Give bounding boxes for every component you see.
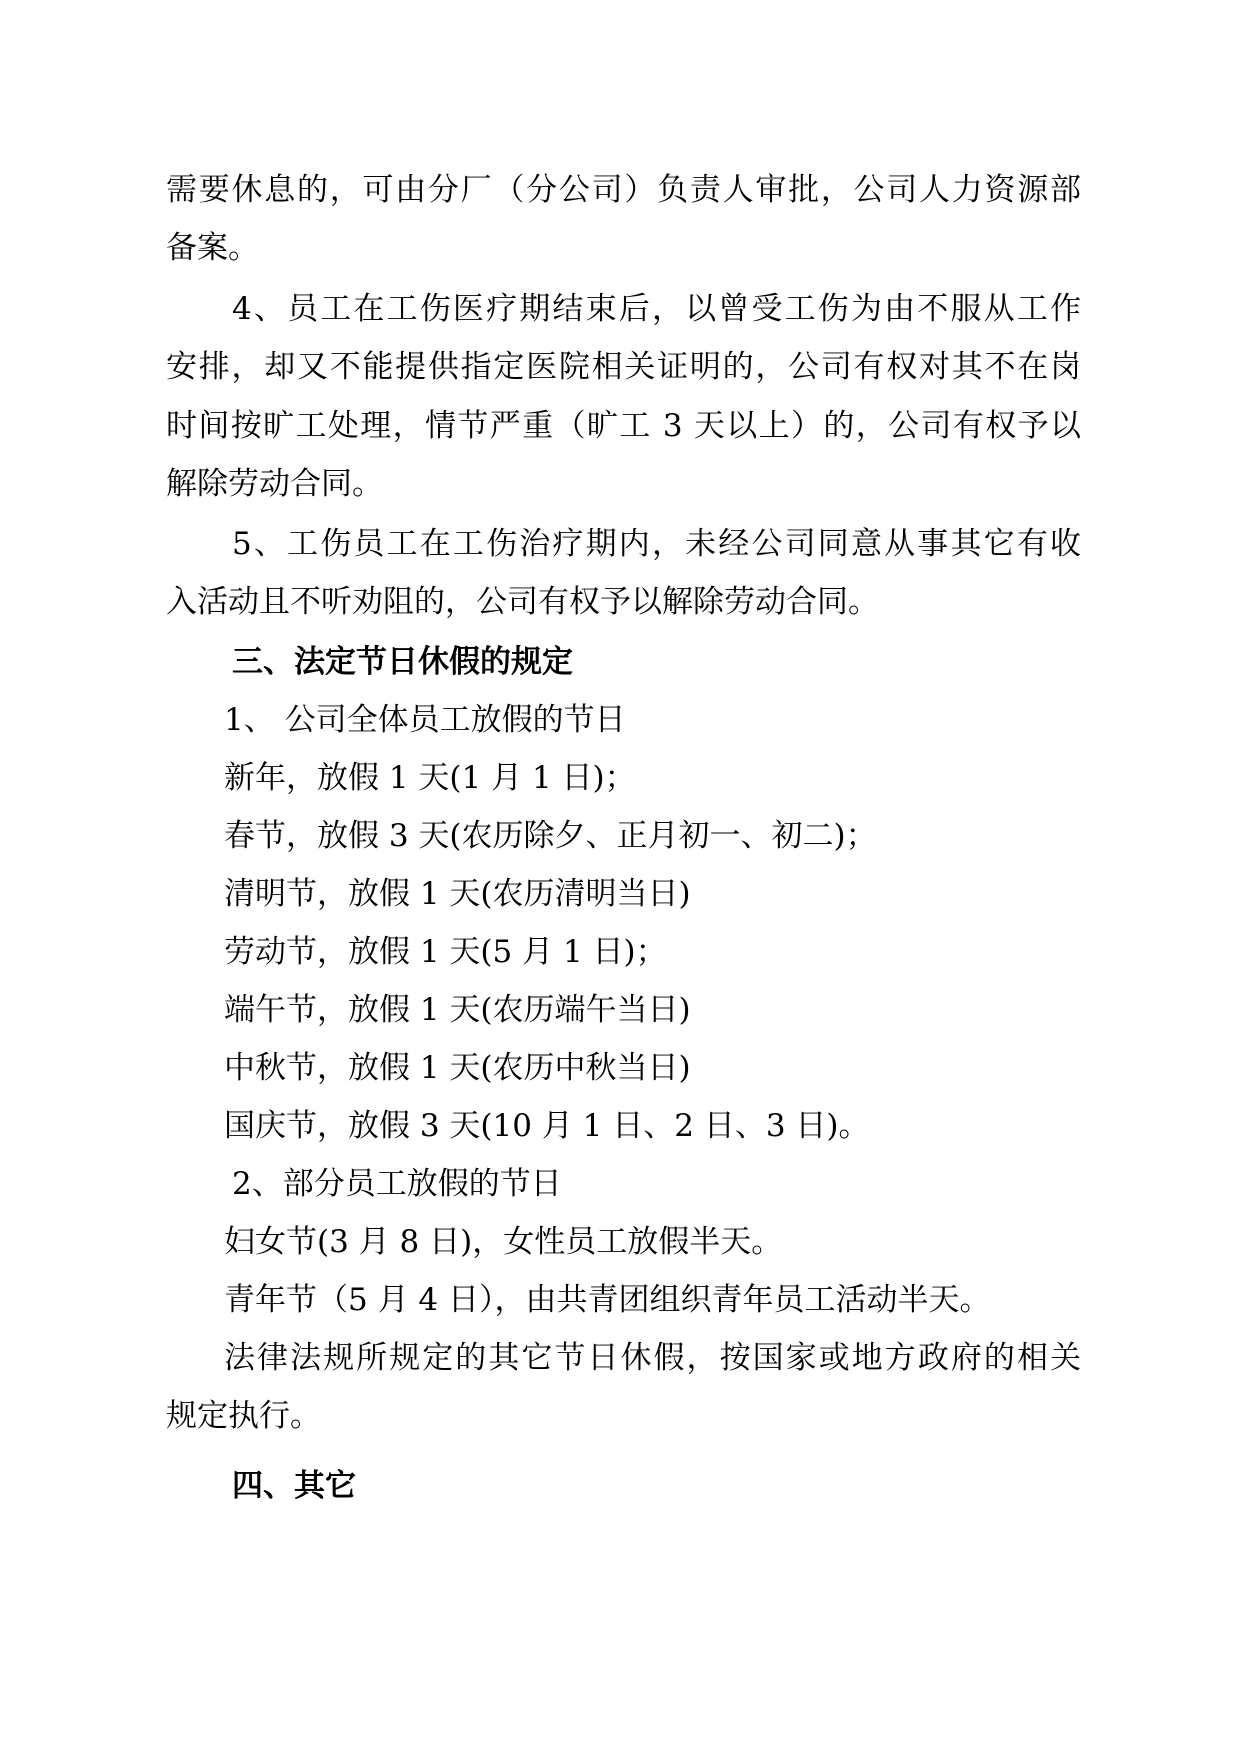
list-item: 劳动节，放假 1 天(5 月 1 日)； xyxy=(224,934,667,970)
list-item: 新年，放假 1 天(1 月 1 日)； xyxy=(224,760,636,796)
list-item: 2、部分员工放假的节日 xyxy=(232,1166,562,1202)
paragraph-line: 法律法规所规定的其它节日休假，按国家或地方政府的相关 xyxy=(224,1340,1081,1376)
paragraph-line: 规定执行。 xyxy=(166,1398,321,1434)
section-heading: 三、法定节日休假的规定 xyxy=(232,644,573,680)
paragraph-line: 需要休息的，可由分厂（分公司）负责人审批，公司人力资源部 xyxy=(166,172,1081,208)
list-item: 端午节，放假 1 天(农历端午当日) xyxy=(224,992,691,1028)
paragraph-line: 解除劳动合同。 xyxy=(166,466,383,502)
list-item: 青年节（5 月 4 日），由共青团组织青年员工活动半天。 xyxy=(224,1282,991,1318)
list-item: 国庆节，放假 3 天(10 月 1 日、2 日、3 日)。 xyxy=(224,1108,870,1144)
paragraph-line: 时间按旷工处理，情节严重（旷工 3 天以上）的，公司有权予以 xyxy=(166,408,1081,444)
list-item: 妇女节(3 月 8 日)，女性员工放假半天。 xyxy=(224,1224,783,1260)
list-item: 清明节，放假 1 天(农历清明当日) xyxy=(224,876,691,912)
list-item: 春节，放假 3 天(农历除夕、正月初一、初二)； xyxy=(224,818,877,854)
section-heading: 四、其它 xyxy=(232,1468,356,1504)
list-item: 中秋节，放假 1 天(农历中秋当日) xyxy=(224,1050,691,1086)
paragraph-line: 备案。 xyxy=(166,230,259,266)
paragraph-line: 4、员工在工伤医疗期结束后，以曾受工伤为由不服从工作 xyxy=(232,291,1081,327)
list-item: 1、 公司全体员工放假的节日 xyxy=(224,702,626,738)
paragraph-line: 入活动且不听劝阻的，公司有权予以解除劳动合同。 xyxy=(166,584,879,620)
paragraph-line: 安排，却又不能提供指定医院相关证明的，公司有权对其不在岗 xyxy=(166,349,1081,385)
paragraph-line: 5、工伤员工在工伤治疗期内，未经公司同意从事其它有收 xyxy=(232,526,1081,562)
